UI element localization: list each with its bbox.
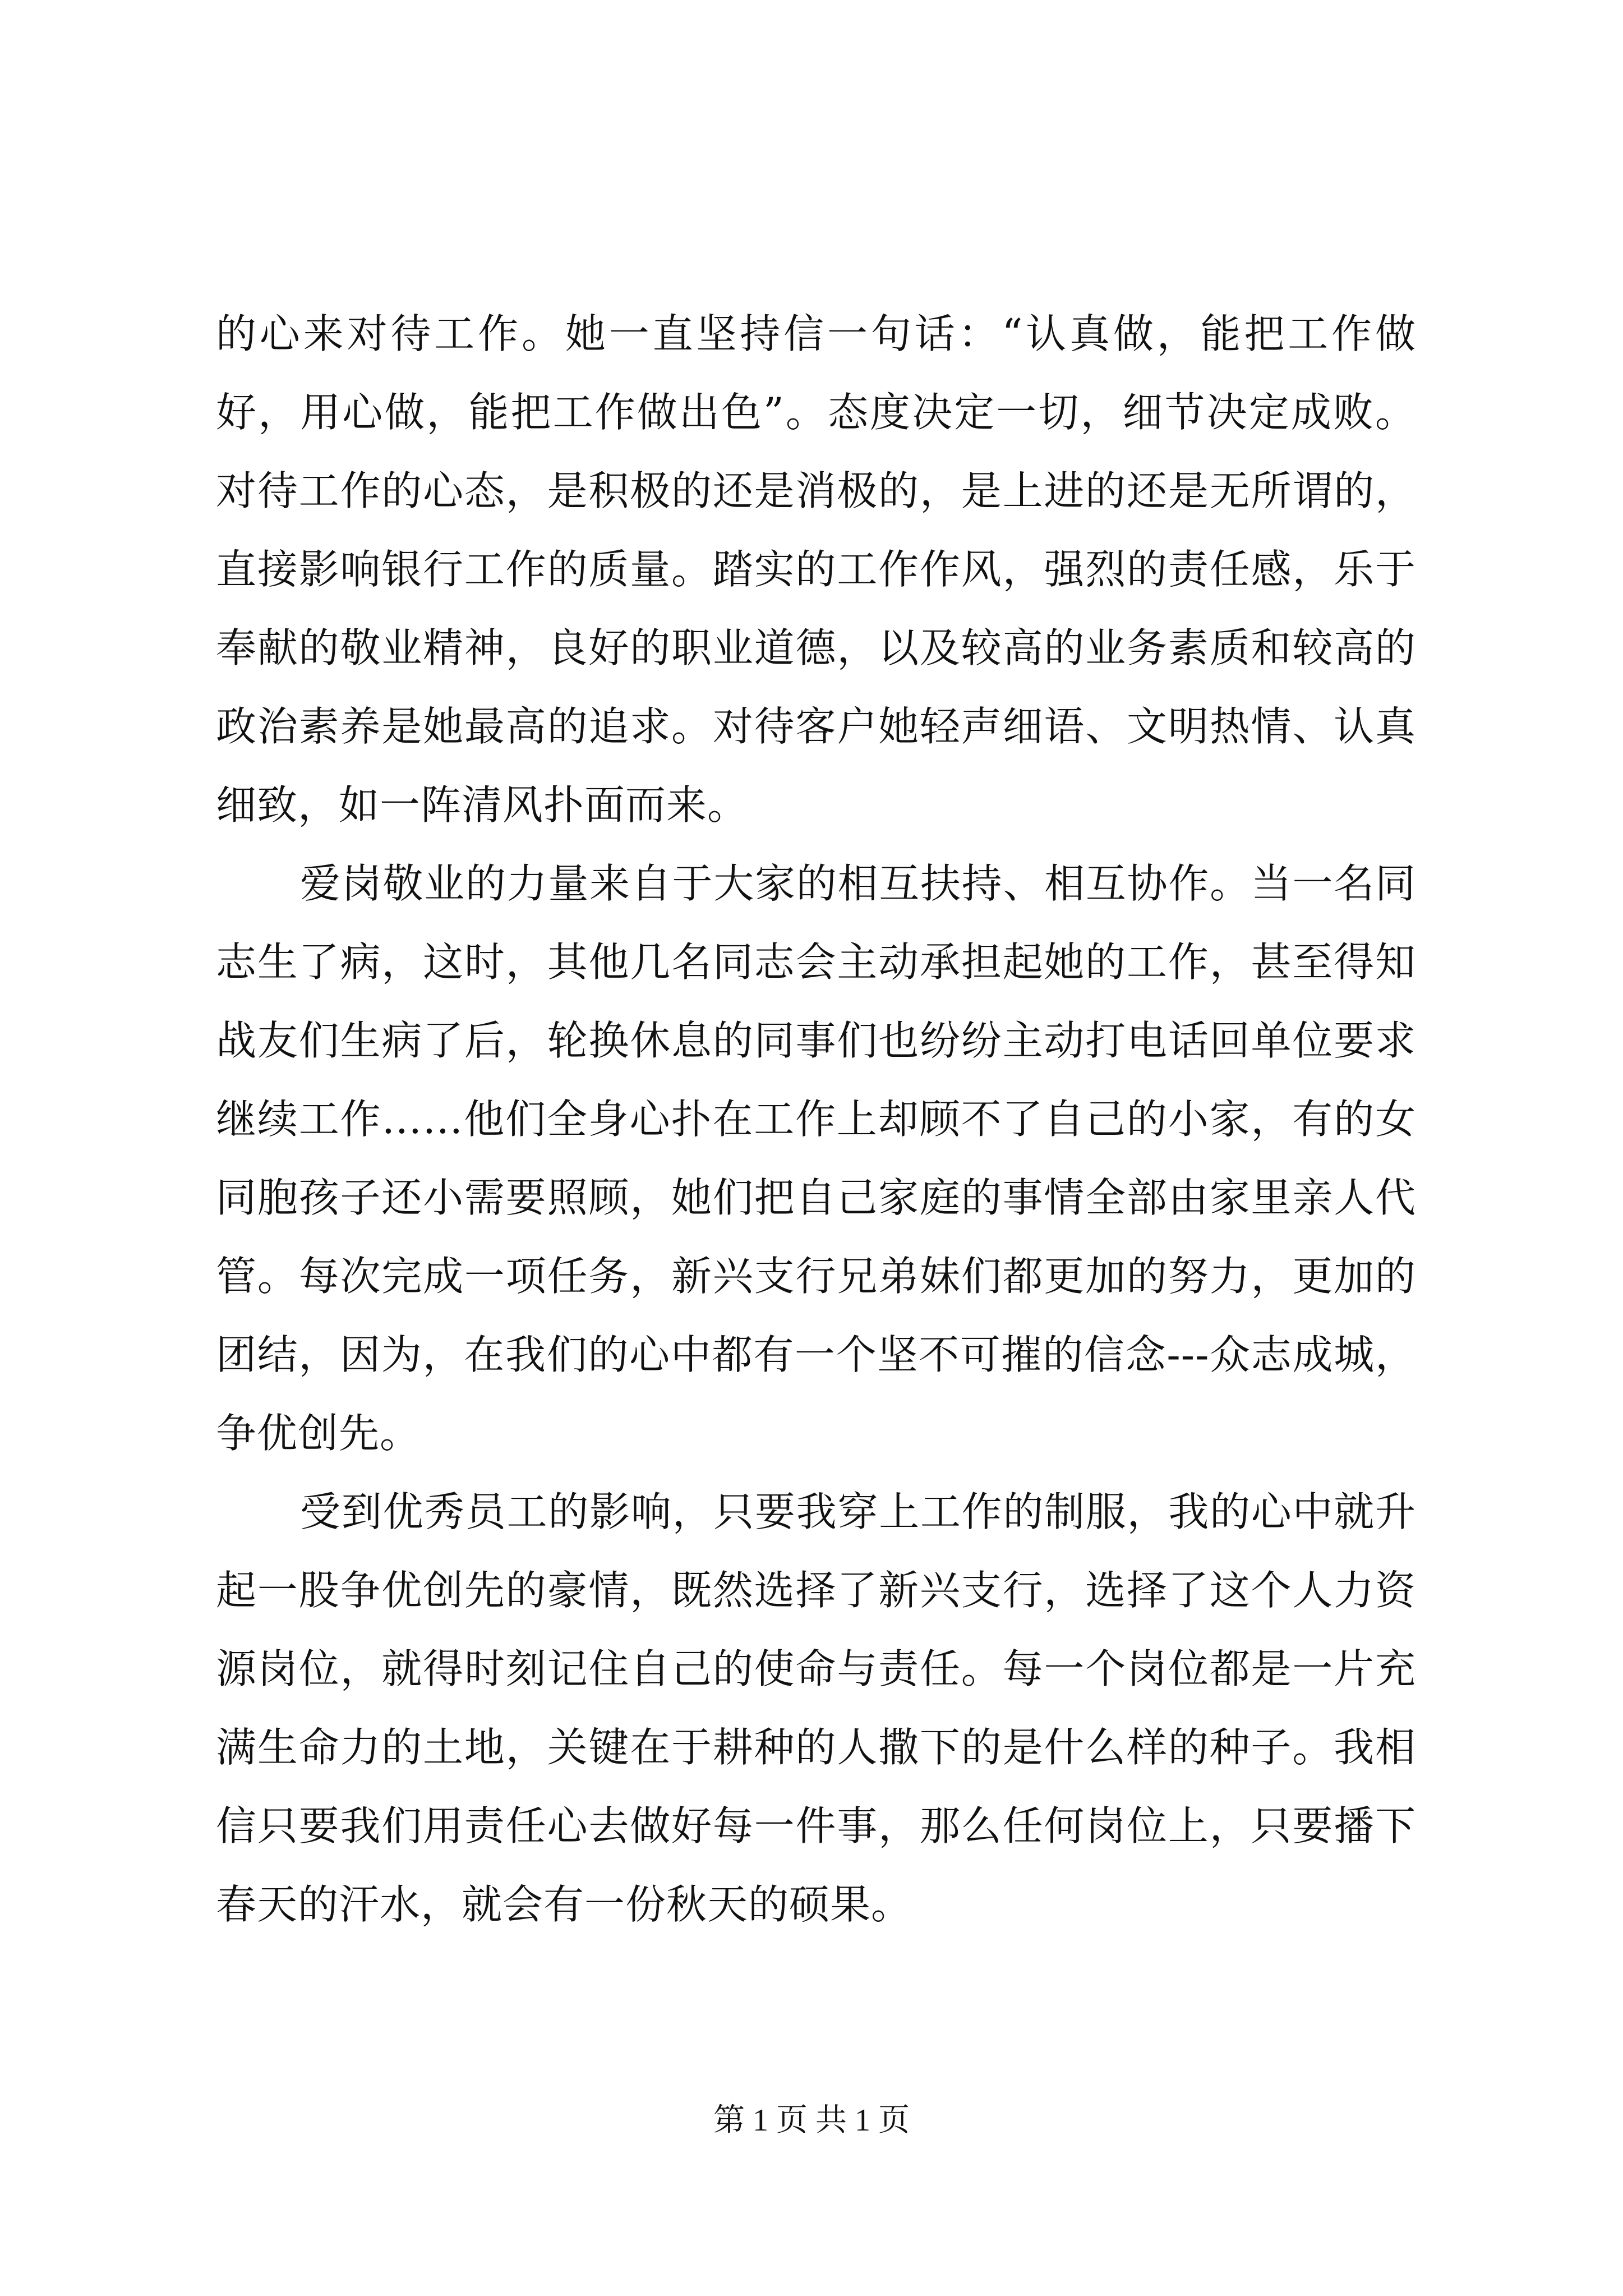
paragraph-1: 的心来对待工作。她一直坚持信一句话：“认真做，能把工作做好，用心做，能把工作做出色”。态度决定一切，细节决定成败。对待工作的心态，是积极的还是消极的，是上进的还是无所谓的，直接影响银行工作的质量。踏实的工作作风，强烈的责任感，乐于奉献的敬业精神，良好的职业道德，以及较高的业务素质和较高的政治素养是她最高的追求。对待客户她轻声细语、文明热情、认真细致，如一阵清风扑面而来。 (216, 310, 1416, 829)
paragraph-2: 爱岗敬业的力量来自于大家的相互扶持、相互协作。当一名同志生了病，这时，其他几名同志会主动承担起她的工作，甚至得知战友们生病了后，轮换休息的同事们也纷纷主动打电话回单位要求继续工作……他们全身心扑在工作上却顾不了自己的小家，有的女同胞孩子还小需要照顾，她们把自己家庭的事情全部由家里亲人代管。每次完成一项任务，新兴支行兄弟妹们都更加的努力，更加的团结，因为，在我们的心中都有一个坚不可摧的信念---众志成城，争优创先。 (216, 860, 1416, 1457)
page-footer: 第 1 页 共 1 页 (713, 2103, 910, 2138)
paragraph-3: 受到优秀员工的影响，只要我穿上工作的制服，我的心中就升起一股争优创先的豪情，既然选择了新兴支行，选择了这个人力资源岗位，就得时刻记住自己的使命与责任。每一个岗位都是一片充满生命力的土地，关键在于耕种的人撒下的是什么样的种子。我相信只要我们用责任心去做好每一件事，那么任何岗位上，只要播下春天的汗水，就会有一份秋天的硕果。 (216, 1488, 1416, 1928)
document-body (216, 295, 1416, 1944)
